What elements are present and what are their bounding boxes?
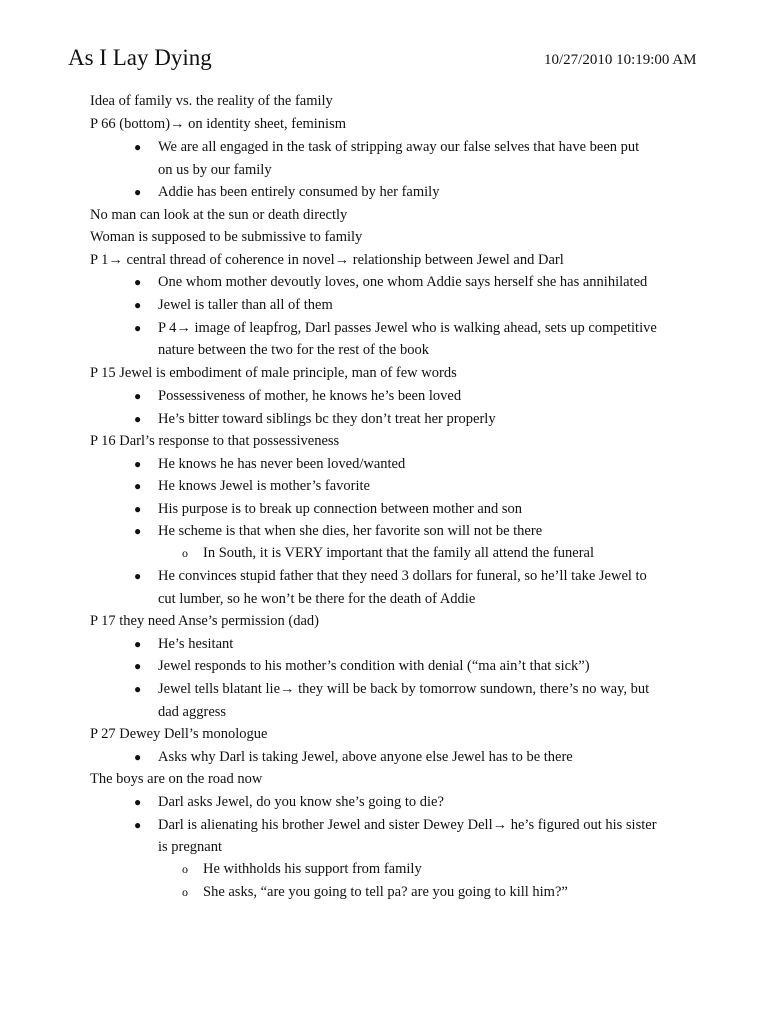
bullet-disc-icon: ● — [134, 682, 142, 696]
outline-bullet-line: Darl is alienating his brother Jewel and sister Dewey Dell→ he’s figured out his sister — [158, 817, 657, 833]
outline-bullet-line: He knows he has never been loved/wanted — [158, 456, 406, 472]
bullet-disc-icon: ● — [134, 389, 142, 403]
outline-bullet-line: Asks why Darl is taking Jewel, above anyone else Jewel has to be there — [158, 749, 573, 765]
outline-bullet-line: nature between the two for the rest of the book — [158, 342, 429, 358]
outline-heading-line: P 16 Darl’s response to that possessiveness — [90, 433, 340, 449]
outline-bullet-line: He’s bitter toward siblings bc they don’t treat her properly — [158, 411, 496, 427]
bullet-disc-icon: ● — [134, 637, 142, 651]
outline-heading-line: Idea of family vs. the reality of the family — [90, 93, 333, 109]
outline-heading-line: P 66 (bottom)→ on identity sheet, feminism — [90, 116, 347, 132]
document-datetime: 10/27/2010 10:19:00 AM — [544, 52, 697, 68]
outline-bullet-line: on us by our family — [158, 162, 272, 178]
outline-bullet-line: One whom mother devoutly loves, one whom Addie says herself she has annihilated — [158, 274, 648, 290]
bullet-disc-icon: ● — [134, 457, 142, 471]
bullet-circle-icon: o — [182, 885, 188, 899]
outline-bullet-line: Jewel responds to his mother’s condition with denial (“ma ain’t that sick”) — [158, 658, 590, 674]
bullet-disc-icon: ● — [134, 569, 142, 583]
bullet-disc-icon: ● — [134, 795, 142, 809]
outline-bullet-line: In South, it is VERY important that the family all attend the funeral — [203, 545, 595, 561]
outline-bullet-line: Darl asks Jewel, do you know she’s going to die? — [158, 794, 444, 810]
outline-bullet-line: dad aggress — [158, 704, 227, 720]
bullet-disc-icon: ● — [134, 750, 142, 764]
outline-heading-line: P 1→ central thread of coherence in novel→ relationship between Jewel and Darl — [90, 252, 564, 268]
bullet-disc-icon: ● — [134, 298, 142, 312]
bullet-disc-icon: ● — [134, 502, 142, 516]
outline-bullet-line: His purpose is to break up connection between mother and son — [158, 501, 523, 517]
bullet-disc-icon: ● — [134, 818, 142, 832]
bullet-disc-icon: ● — [134, 321, 142, 335]
document-title: As I Lay Dying — [68, 45, 212, 70]
outline-heading-line: P 17 they need Anse’s permission (dad) — [90, 613, 320, 629]
bullet-disc-icon: ● — [134, 140, 142, 154]
outline-heading-line: P 27 Dewey Dell’s monologue — [90, 726, 268, 742]
outline-heading-line: The boys are on the road now — [90, 771, 263, 787]
bullet-disc-icon: ● — [134, 659, 142, 673]
bullet-disc-icon: ● — [134, 479, 142, 493]
bullet-circle-icon: o — [182, 862, 188, 876]
outline-bullet-line: He knows Jewel is mother’s favorite — [158, 478, 370, 494]
outline-bullet-line: Addie has been entirely consumed by her family — [158, 184, 440, 200]
outline-bullet-line: Jewel is taller than all of them — [158, 297, 333, 313]
outline-bullet-line: He’s hesitant — [158, 636, 234, 652]
outline-heading-line: No man can look at the sun or death directly — [90, 207, 348, 223]
outline-heading-line: P 15 Jewel is embodiment of male principle, man of few words — [90, 365, 457, 381]
bullet-disc-icon: ● — [134, 185, 142, 199]
outline-bullet-line: He convinces stupid father that they need 3 dollars for funeral, so he’ll take Jewel to — [158, 568, 647, 584]
outline-bullet-line: He scheme is that when she dies, her favorite son will not be there — [158, 523, 543, 539]
outline-bullet-line: He withholds his support from family — [203, 861, 422, 877]
outline-bullet-line: cut lumber, so he won’t be there for the death of Addie — [158, 591, 476, 607]
bullet-disc-icon: ● — [134, 275, 142, 289]
outline-bullet-line: Jewel tells blatant lie→ they will be back by tomorrow sundown, there’s no way, but — [158, 681, 650, 697]
outline-bullet-line: is pregnant — [158, 839, 223, 855]
outline-heading-line: Woman is supposed to be submissive to family — [90, 229, 363, 245]
bullet-disc-icon: ● — [134, 524, 142, 538]
bullet-circle-icon: o — [182, 546, 188, 560]
bullet-disc-icon: ● — [134, 412, 142, 426]
outline-bullet-line: Possessiveness of mother, he knows he’s been loved — [158, 388, 462, 404]
outline-bullet-line: We are all engaged in the task of stripping away our false selves that have been put — [158, 139, 640, 155]
outline-bullet-line: She asks, “are you going to tell pa? are you going to kill him?” — [203, 884, 568, 900]
outline-bullet-line: P 4→ image of leapfrog, Darl passes Jewel who is walking ahead, sets up competitive — [158, 320, 657, 336]
